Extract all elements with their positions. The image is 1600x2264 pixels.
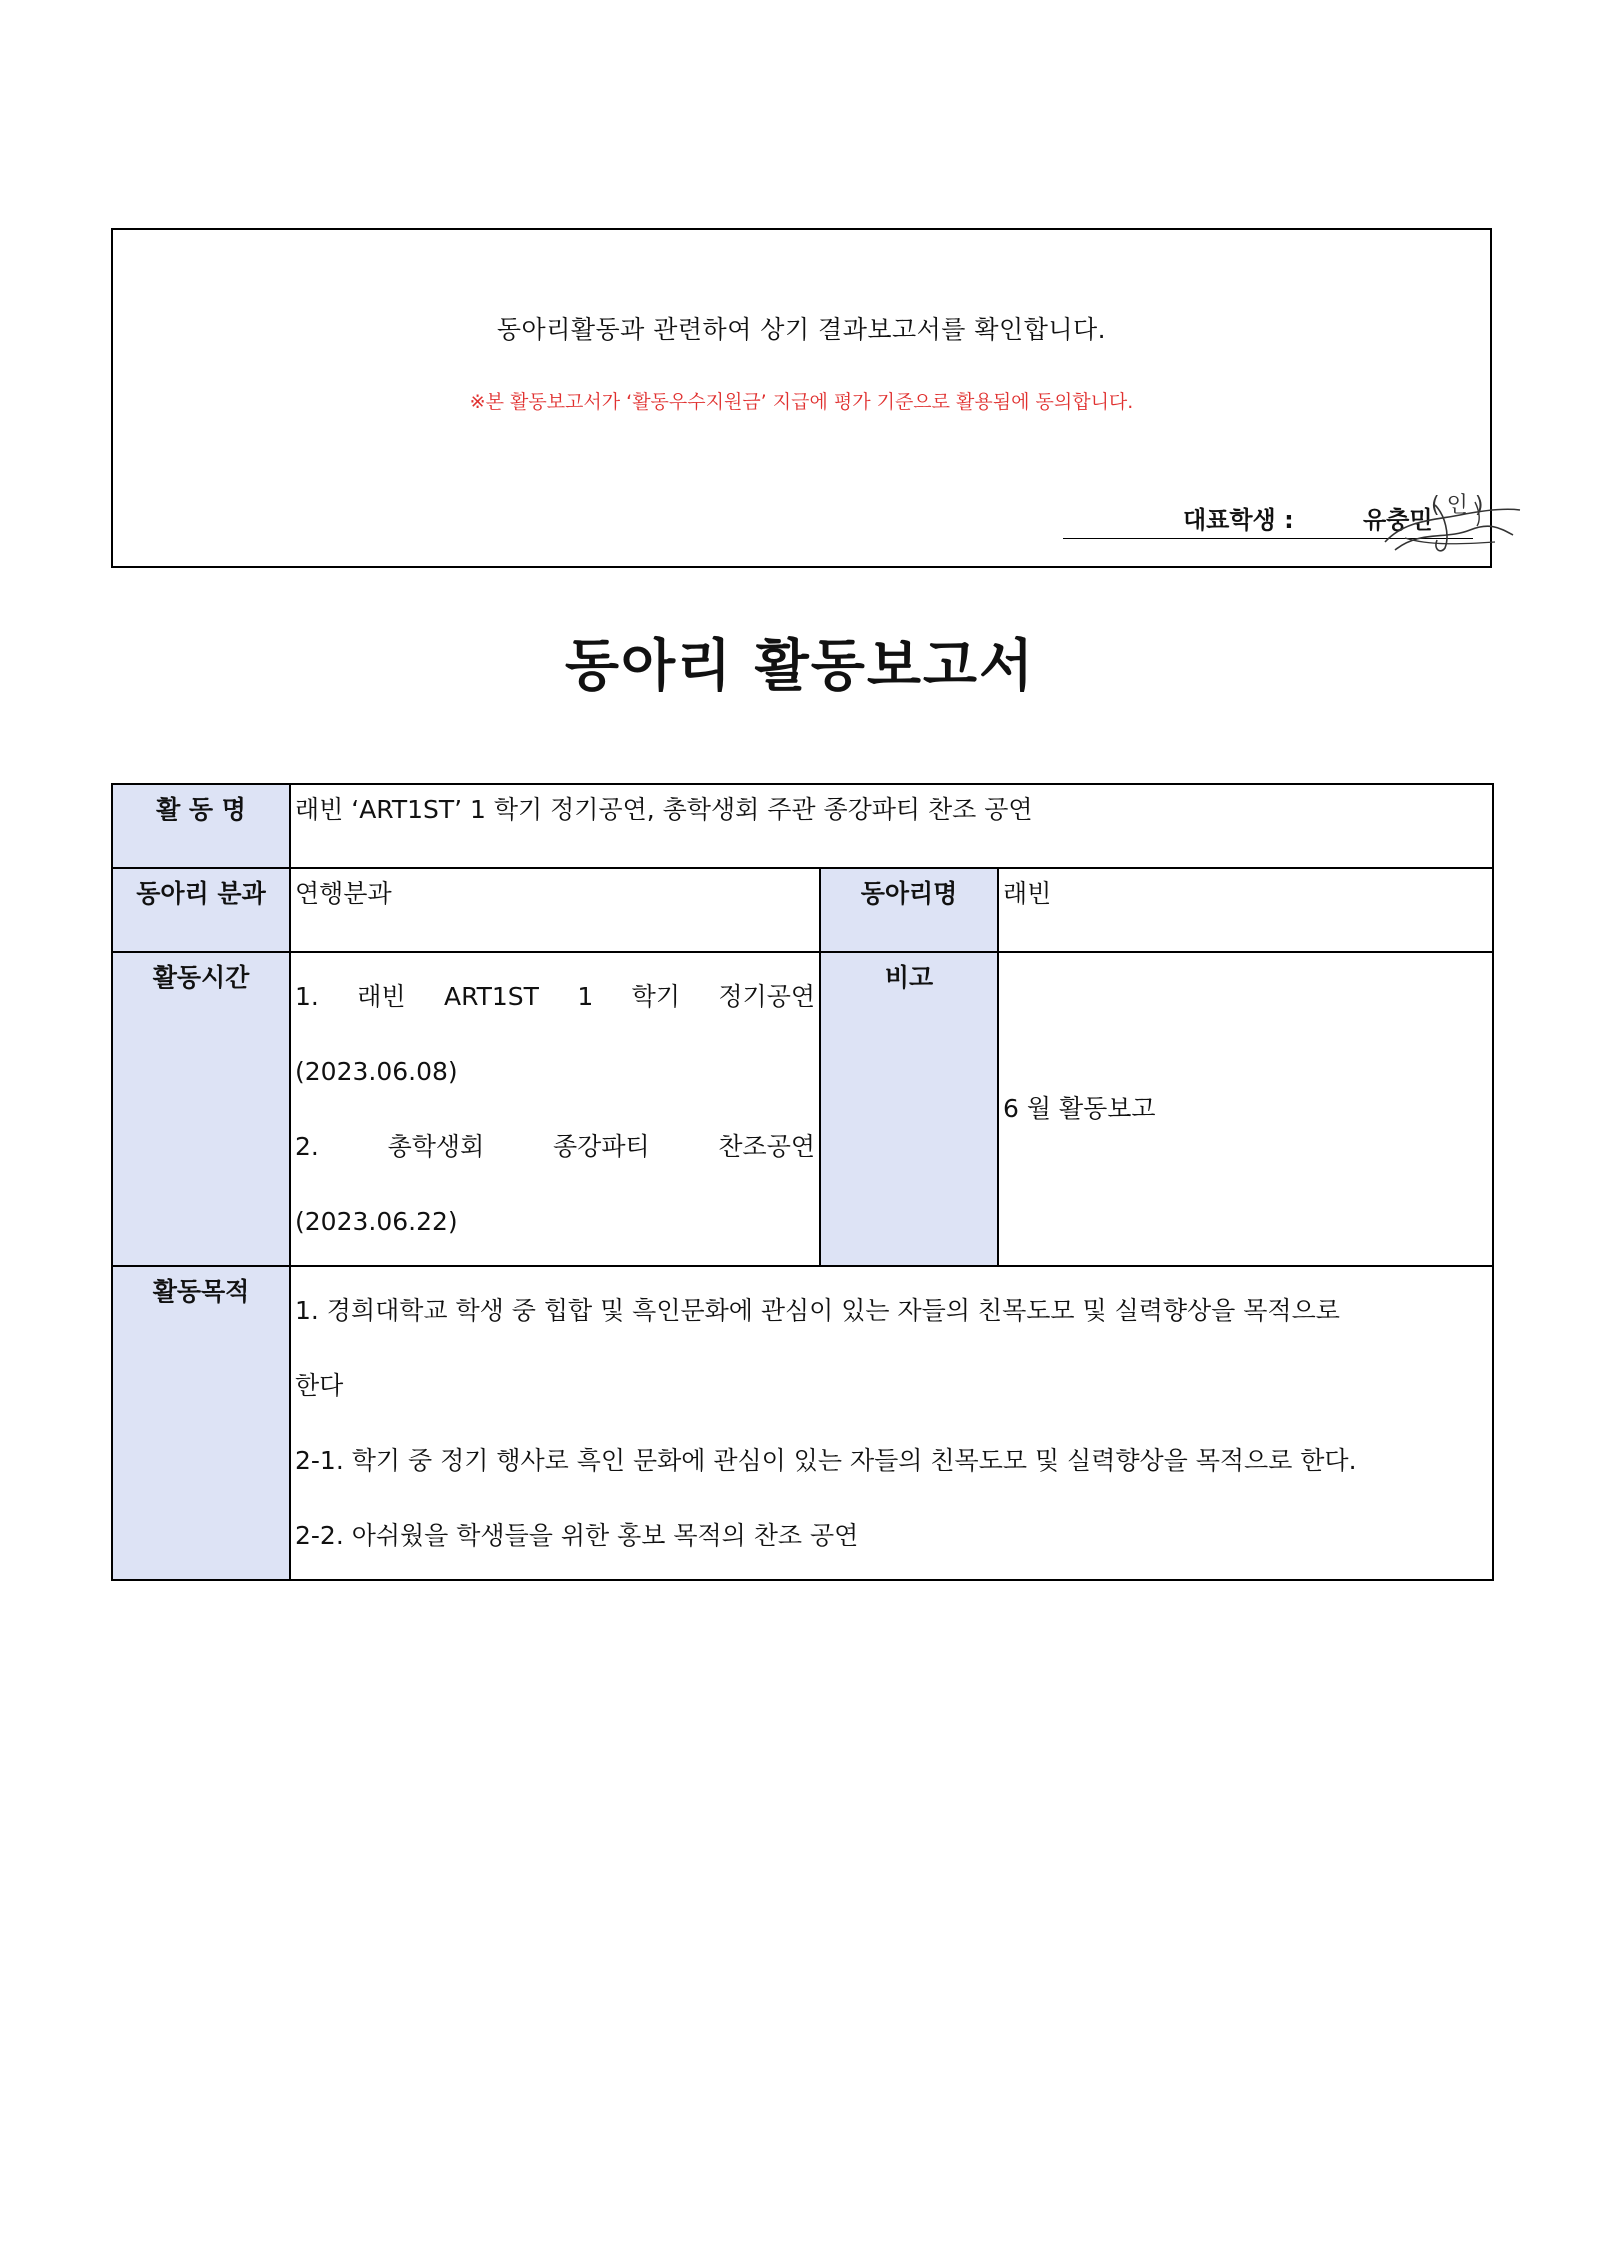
club-name-label: 동아리명 — [820, 868, 998, 952]
representative-label: 대표학생 : — [1183, 506, 1294, 534]
table-row — [112, 868, 1493, 952]
goal-line-2: 한다 — [295, 1371, 344, 1400]
club-name-value: 래빈 — [998, 868, 1493, 952]
activity-time-label: 활동시간 — [112, 952, 290, 1266]
page-title: 동아리 활동보고서 — [564, 634, 1036, 699]
table-row — [112, 1266, 1493, 1580]
table-row — [112, 952, 1493, 1266]
division-label: 동아리 분과 — [112, 868, 290, 952]
table-row — [112, 784, 1493, 868]
confirmation-box — [111, 228, 1492, 568]
activity-goal-value — [290, 1266, 1493, 1580]
goal-line-3: 2-1. 학기 중 정기 행사로 흑인 문화에 관심이 있는 자들의 친목도모 및 실력향상을 목적으로 한다. — [295, 1446, 1357, 1475]
time-line-2: (2023.06.08) — [295, 1057, 458, 1086]
goal-line-1: 1. 경희대학교 학생 중 힙합 및 흑인문화에 관심이 있는 자들의 친목도모 및 실력향상을 목적으로 — [295, 1296, 1340, 1325]
representative-name: 유충민 — [1363, 506, 1433, 534]
note-label: 비고 — [820, 952, 998, 1266]
goal-line-4: 2-2. 아쉬웠을 학생들을 위한 홍보 목적의 찬조 공연 — [295, 1521, 859, 1550]
division-value: 연행분과 — [290, 868, 820, 952]
activity-name-value: 래빈 ‘ART1ST’ 1 학기 정기공연, 총학생회 주관 종강파티 찬조 공연 — [290, 784, 1493, 868]
seal-mark: ( 인 ) — [1431, 493, 1484, 518]
activity-time-value — [290, 952, 820, 1266]
activity-report-table — [111, 783, 1494, 1581]
time-line-1: 1. 래빈 ART1ST 1 학기 정기공연 — [295, 982, 815, 1011]
signature-icon — [1375, 480, 1525, 560]
time-line-4: (2023.06.22) — [295, 1207, 458, 1236]
consent-notice: ※본 활동보고서가 ‘활동우수지원금’ 지급에 평가 기준으로 활용됨에 동의합니다. — [469, 391, 1134, 413]
activity-goal-label: 활동목적 — [112, 1266, 290, 1580]
activity-name-label: 활 동 명 — [112, 784, 290, 868]
confirmation-statement: 동아리활동과 관련하여 상기 결과보고서를 확인합니다. — [496, 315, 1107, 344]
note-value: 6 월 활동보고 — [998, 952, 1493, 1266]
time-line-3: 2. 총학생회 종강파티 찬조공연 — [295, 1132, 815, 1161]
